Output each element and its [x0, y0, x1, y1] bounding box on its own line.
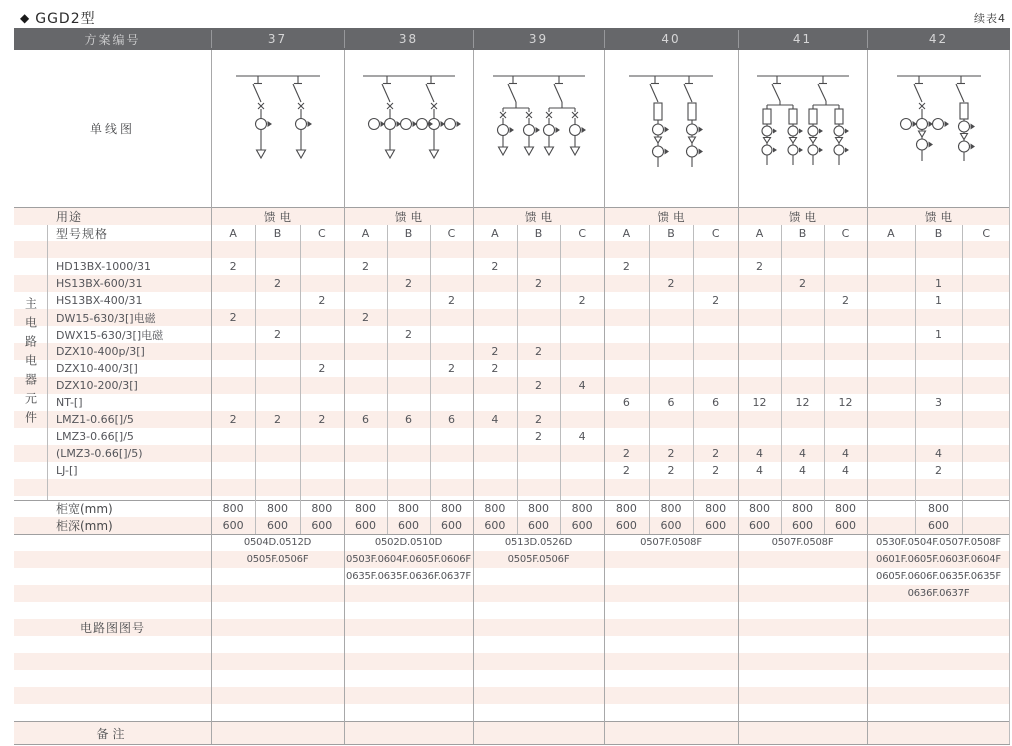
gutter-divider	[47, 225, 48, 500]
header-separator	[604, 30, 605, 48]
value-cell: 2	[712, 447, 720, 460]
subcol-header: A	[229, 226, 237, 240]
page-title: GGD2型	[35, 11, 96, 27]
width-value: 800	[311, 502, 333, 515]
horizontal-rule	[14, 744, 1010, 745]
width-value: 800	[927, 502, 949, 515]
subcolumn-divider	[915, 225, 916, 534]
value-cell: 2	[405, 328, 412, 341]
single-line-diagram-41	[738, 68, 867, 188]
subcolumn-divider	[962, 225, 963, 534]
value-cell: 2	[712, 464, 720, 477]
width-value: 800	[484, 502, 506, 515]
depth-value: 600	[311, 519, 333, 532]
depth-value: 600	[441, 519, 462, 532]
depth-value: 600	[355, 519, 376, 532]
header-scheme-cell: 38	[398, 32, 419, 46]
subcol-header: C	[578, 226, 586, 240]
subcol-header: B	[798, 226, 807, 240]
value-cell: 4	[799, 464, 806, 477]
value-cell: 2	[534, 277, 542, 290]
diagram-row-label: 单线图	[89, 122, 135, 136]
value-cell: 2	[229, 413, 237, 426]
single-line-diagram-38	[344, 68, 473, 188]
depth-value: 600	[222, 519, 244, 532]
value-cell: 6	[622, 396, 630, 409]
subcol-header: C	[447, 226, 456, 240]
header-scheme-cell: 39	[528, 32, 549, 46]
value-cell: 2	[318, 413, 326, 426]
circuit-number: 0636F.0637F	[907, 588, 970, 599]
circuit-number: 0507F.0508F	[640, 537, 702, 548]
value-cell: 1	[934, 277, 942, 290]
continuation-label: 续表4	[974, 12, 1006, 25]
single-line-diagram-42	[867, 68, 1010, 188]
circuit-number: 0504D.0512D	[243, 537, 312, 548]
value-cell: 1	[934, 328, 942, 341]
spec-row-label: 型号规格	[56, 226, 109, 241]
single-line-diagram-37	[211, 68, 344, 188]
component-name: DWX15-630/3[]电磁	[56, 328, 164, 342]
header-separator	[344, 30, 345, 48]
header-separator	[738, 30, 739, 48]
subcol-header: A	[755, 226, 764, 240]
cabinet-width-label: 柜宽(mm)	[56, 502, 113, 516]
circuit-number: 0505F.0506F	[246, 554, 309, 565]
value-cell: 2	[273, 328, 281, 341]
circuit-number-label: 电路图图号	[79, 621, 145, 635]
depth-value: 600	[835, 519, 856, 532]
component-name: HS13BX-600/31	[56, 277, 143, 290]
width-value: 800	[527, 502, 549, 515]
header-scheme-cell: 42	[928, 32, 949, 46]
depth-value: 600	[705, 519, 727, 532]
value-cell: 2	[622, 260, 630, 273]
value-cell: 2	[491, 362, 499, 375]
subcolumn-divider	[300, 225, 301, 534]
subcol-header: B	[404, 226, 413, 240]
feed-cell: 馈电	[525, 209, 556, 224]
value-cell: 4	[578, 430, 586, 443]
subcol-header: A	[622, 226, 631, 240]
subcolumn-divider	[781, 225, 782, 534]
value-cell: 6	[362, 413, 369, 426]
value-cell: 12	[752, 396, 767, 409]
component-name: DW15-630/3[]电磁	[56, 311, 156, 325]
value-cell: 2	[534, 413, 542, 426]
circuit-number: 0507F.0508F	[771, 537, 834, 548]
width-value: 800	[266, 502, 288, 515]
value-cell: 2	[273, 413, 281, 426]
subcolumn-divider	[824, 225, 825, 534]
value-cell: 2	[273, 277, 281, 290]
width-value: 800	[792, 502, 813, 515]
depth-value: 600	[484, 519, 506, 532]
depth-value: 600	[927, 519, 949, 532]
subcol-header: C	[711, 226, 720, 240]
depth-value: 600	[398, 519, 419, 532]
value-cell: 2	[934, 464, 942, 477]
component-name: HD13BX-1000/31	[56, 260, 151, 273]
value-cell: 12	[795, 396, 810, 409]
value-cell: 2	[799, 277, 806, 290]
single-line-diagram-40	[604, 68, 738, 188]
subcolumn-divider	[430, 225, 431, 534]
value-cell: 4	[578, 379, 586, 392]
depth-value: 600	[527, 519, 549, 532]
depth-value: 600	[749, 519, 770, 532]
subcolumn-divider	[693, 225, 694, 534]
circuit-number: 0601F.0605F.0603F.0604F	[876, 554, 1001, 565]
row-stripe	[14, 241, 1010, 258]
value-cell: 2	[667, 464, 675, 477]
value-cell: 6	[448, 413, 455, 426]
subcol-header: A	[491, 226, 499, 240]
value-cell: 12	[838, 396, 853, 409]
component-name: DZX10-400p/3[]	[56, 345, 145, 358]
value-cell: 2	[362, 260, 369, 273]
circuit-number: 0530F.0504F.0507F.0508F	[876, 537, 1001, 548]
value-cell: 2	[842, 294, 849, 307]
value-cell: 2	[362, 311, 369, 324]
feed-cell: 馈电	[789, 209, 820, 224]
width-value: 800	[615, 502, 637, 515]
feed-cell: 馈电	[395, 209, 426, 224]
depth-value: 600	[660, 519, 682, 532]
remarks-label: 备注	[96, 726, 129, 741]
width-value: 800	[571, 502, 593, 515]
value-cell: 3	[934, 396, 942, 409]
value-cell: 2	[712, 294, 720, 307]
width-value: 800	[398, 502, 419, 515]
spec-table	[14, 28, 1010, 745]
header-separator	[867, 30, 868, 48]
width-value: 800	[660, 502, 682, 515]
header-separator	[211, 30, 212, 48]
feed-cell: 馈电	[657, 209, 689, 224]
component-name: LJ-[]	[56, 464, 78, 477]
subcolumn-divider	[387, 225, 388, 534]
circuit-number: 0502D.0510D	[374, 537, 443, 548]
subcol-header: B	[534, 226, 543, 240]
value-cell: 2	[229, 311, 237, 324]
subcolumn-divider	[649, 225, 650, 534]
circuit-number: 0513D.0526D	[504, 537, 573, 548]
value-cell: 6	[667, 396, 675, 409]
component-name: HS13BX-400/31	[56, 294, 143, 307]
circuit-number: 0505F.0506F	[507, 554, 570, 565]
value-cell: 1	[934, 294, 942, 307]
depth-value: 600	[571, 519, 593, 532]
header-scheme-cell: 41	[792, 32, 813, 46]
depth-value: 600	[792, 519, 813, 532]
subcol-header: B	[273, 226, 282, 240]
subcol-header: B	[934, 226, 943, 240]
value-cell: 2	[667, 277, 675, 290]
value-cell: 2	[622, 464, 630, 477]
value-cell: 2	[318, 362, 326, 375]
value-cell: 2	[448, 294, 455, 307]
component-name: NT-[]	[56, 396, 83, 409]
single-line-diagram-39	[473, 68, 604, 188]
component-name: LMZ1-0.66[]/5	[56, 413, 134, 426]
value-cell: 2	[491, 260, 499, 273]
value-cell: 2	[229, 260, 237, 273]
subcol-header: C	[982, 226, 990, 240]
component-name: DZX10-200/3[]	[56, 379, 138, 392]
circuit-number: 0503F.0604F.0605F.0606F	[346, 554, 471, 565]
main-circuit-vertical-label: 主电路电器元件	[23, 296, 38, 430]
value-cell: 2	[448, 362, 455, 375]
value-cell: 2	[534, 430, 542, 443]
circuit-number: 0605F.0606F.0635F.0635F	[876, 571, 1001, 582]
value-cell: 2	[491, 345, 499, 358]
page-title-bar	[20, 8, 96, 28]
value-cell: 4	[842, 447, 849, 460]
value-cell: 6	[405, 413, 412, 426]
width-value: 800	[749, 502, 770, 515]
value-cell: 4	[934, 447, 942, 460]
subcol-header: B	[667, 226, 675, 240]
subcol-header: C	[317, 226, 326, 240]
value-cell: 4	[842, 464, 849, 477]
value-cell: 2	[667, 447, 675, 460]
width-value: 800	[355, 502, 376, 515]
component-name: LMZ3-0.66[]/5	[56, 430, 134, 443]
subcol-header: A	[887, 226, 895, 240]
diamond-icon: ◆	[20, 11, 30, 25]
component-name: DZX10-400/3[]	[56, 362, 138, 375]
header-scheme-cell: 40	[661, 32, 681, 46]
depth-value: 600	[615, 519, 637, 532]
value-cell: 2	[405, 277, 412, 290]
circuit-number: 0635F.0635F.0636F.0637F	[346, 571, 471, 582]
value-cell: 2	[534, 379, 542, 392]
width-value: 800	[835, 502, 856, 515]
component-name: (LMZ3-0.66[]/5)	[56, 447, 143, 460]
value-cell: 4	[756, 464, 763, 477]
header-scheme-cell: 37	[267, 32, 288, 46]
subcol-header: C	[841, 226, 850, 240]
subcol-header: A	[361, 226, 370, 240]
value-cell: 6	[712, 396, 720, 409]
width-value: 800	[441, 502, 462, 515]
header-scheme-label: 方案编号	[84, 32, 141, 47]
header-separator	[473, 30, 474, 48]
value-cell: 2	[578, 294, 586, 307]
feed-cell: 馈电	[264, 209, 295, 224]
value-cell: 4	[799, 447, 806, 460]
width-value: 800	[705, 502, 727, 515]
usage-row-label: 用途	[56, 210, 83, 224]
value-cell: 4	[491, 413, 499, 426]
cabinet-depth-label: 柜深(mm)	[56, 519, 113, 533]
width-value: 800	[222, 502, 244, 515]
value-cell: 2	[622, 447, 630, 460]
value-cell: 2	[534, 345, 542, 358]
row-stripe	[14, 479, 1010, 496]
value-cell: 4	[756, 447, 763, 460]
depth-value: 600	[266, 519, 288, 532]
value-cell: 2	[756, 260, 763, 273]
value-cell: 2	[318, 294, 326, 307]
feed-cell: 馈电	[925, 209, 956, 224]
